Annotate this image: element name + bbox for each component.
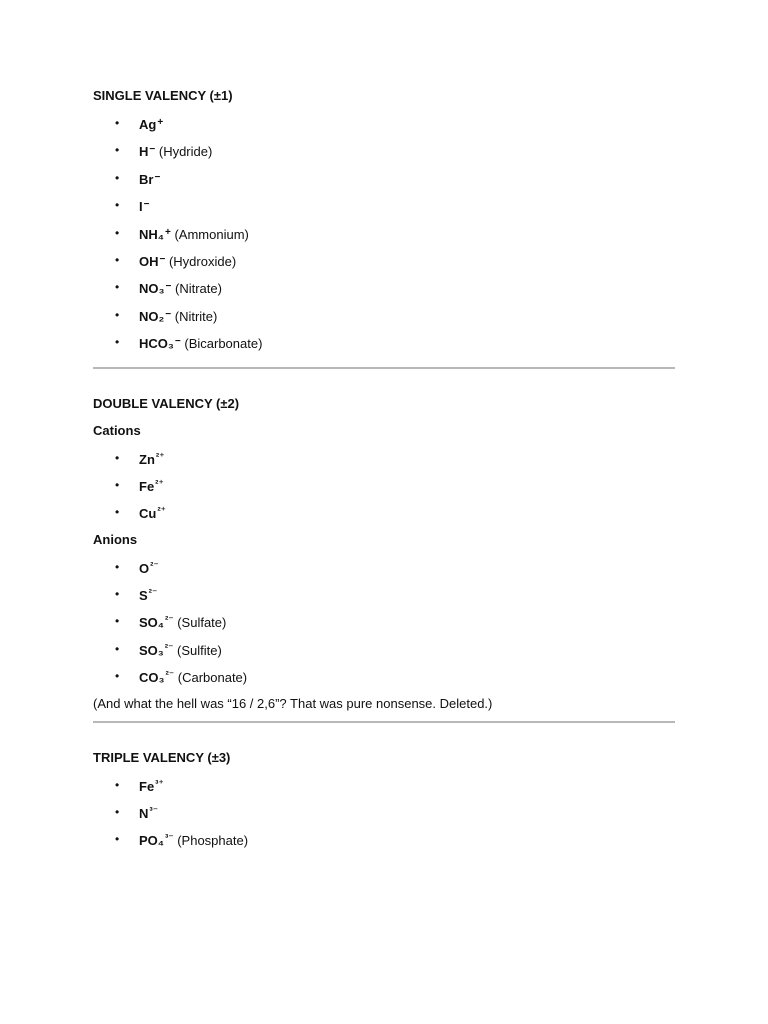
ion-charge: ²⁻ (165, 670, 175, 682)
ion-charge: − (149, 144, 156, 156)
section-heading-single-valency: SINGLE VALENCY (±1) (93, 88, 233, 103)
list-item (93, 475, 675, 502)
ion-name: (Phosphate) (177, 833, 249, 849)
ion-name: (Sulfite) (177, 642, 222, 658)
bullet: • (115, 559, 120, 574)
ion-formula: OH− (139, 253, 166, 269)
list-item (93, 223, 675, 250)
ion-formula: $Zn^{^{2+}}$ (139, 451, 165, 467)
ion-charge: + (164, 226, 171, 238)
ion-formula: $S^{^{2-}}$ (139, 588, 158, 604)
bullet: • (115, 832, 120, 847)
ion-formula: NO₃− (139, 281, 172, 297)
bullet: • (115, 641, 120, 656)
ion-charge: − (154, 171, 161, 183)
ion-charge: ³⁻ (164, 833, 174, 845)
bullet: • (115, 777, 120, 792)
ion-charge: ³⁺ (155, 778, 164, 790)
ion-formula: $O^{^{2-}}$ (139, 560, 159, 576)
list-item (93, 639, 675, 666)
bullet: • (115, 335, 120, 350)
ion-name: (Hydride) (158, 144, 213, 160)
bullet: • (115, 116, 120, 130)
ion-formula: PO₄$^{^{3-}}$ (139, 833, 174, 849)
ion-charge: − (159, 253, 166, 265)
ion-charge: + (157, 117, 164, 128)
ion-formula: $Cu^{^{2+}}$ (139, 506, 166, 522)
bullet: • (115, 307, 120, 322)
ion-formula: SO₄$^{^{2-}}$ (139, 615, 174, 631)
ion-formula: $Fe^{^{2+}}$ (139, 478, 164, 494)
cations-label: Cations (93, 422, 141, 438)
bullet: • (115, 587, 120, 602)
ion-formula: Ag+ (139, 117, 164, 132)
ion-name: (Bicarbonate) (184, 336, 263, 352)
list-item (93, 666, 675, 693)
ion-formula: H− (139, 144, 156, 160)
bullet: • (115, 198, 120, 213)
bullet: • (115, 805, 120, 820)
ion-formula: NO₂− (139, 308, 172, 324)
list-item (93, 802, 675, 829)
bullet: • (115, 225, 120, 240)
ion-name: (Ammonium) (174, 226, 249, 242)
list-item (93, 448, 675, 475)
ion-formula: I− (139, 199, 150, 215)
bullet: • (115, 170, 120, 185)
list-item (93, 557, 675, 584)
list-item (93, 168, 675, 195)
ion-name: (Carbonate) (177, 670, 248, 686)
ion-name: (Sulfate) (177, 615, 227, 631)
list-item (93, 277, 675, 304)
ion-charge: ²⁻ (148, 588, 158, 600)
section-heading-double-valency: DOUBLE VALENCY (±2) (93, 395, 240, 411)
ion-charge: ²⁺ (155, 451, 165, 463)
ion-charge: − (143, 199, 150, 211)
horizontal-divider (93, 721, 675, 723)
ion-charge: ³⁻ (149, 806, 158, 818)
bullet: • (115, 280, 120, 295)
ion-charge: ²⁻ (164, 615, 174, 627)
ion-charge: − (165, 281, 172, 293)
cations-list (93, 448, 675, 530)
bullet: • (115, 505, 120, 520)
list-item (93, 113, 675, 140)
ion-formula: HCO₃− (139, 336, 181, 352)
ion-formula: NH₄+ (139, 226, 171, 242)
triple-valency-list (93, 775, 675, 857)
single-valency-list (93, 113, 675, 360)
bullet: • (115, 477, 120, 492)
list-item (93, 584, 675, 611)
ion-formula: $Fe^{^{3+}}$ (139, 778, 164, 794)
bullet: • (115, 614, 120, 629)
ion-formula: $N^{^{3-}}$ (139, 806, 158, 822)
list-item (93, 502, 675, 529)
list-item (93, 829, 675, 856)
bullet: • (115, 669, 120, 684)
anions-list (93, 557, 675, 694)
list-item (93, 611, 675, 638)
list-item (93, 305, 675, 332)
ion-name: (Nitrite) (174, 308, 218, 324)
anions-label: Anions (93, 531, 138, 547)
ion-charge: − (165, 308, 172, 320)
ion-charge: ²⁺ (157, 506, 166, 518)
section-heading-triple-valency: TRIPLE VALENCY (±3) (93, 749, 231, 765)
horizontal-divider (93, 367, 675, 369)
bullet: • (115, 450, 120, 465)
ion-formula: Br− (139, 171, 161, 187)
ion-charge: ²⁻ (164, 642, 174, 654)
ion-charge: − (174, 336, 181, 348)
bullet: • (115, 252, 120, 267)
list-item (93, 775, 675, 802)
document-page (93, 86, 675, 857)
ion-charge: ²⁺ (155, 478, 164, 490)
ion-name: (Nitrate) (174, 281, 222, 297)
list-item (93, 140, 675, 167)
list-item (93, 250, 675, 277)
list-item (93, 332, 675, 359)
list-item (93, 195, 675, 222)
bullet: • (115, 143, 120, 158)
ion-formula: CO₃$^{^{2-}}$ (139, 670, 175, 686)
ion-name: (Hydroxide) (168, 253, 237, 269)
ion-charge: ²⁻ (150, 560, 159, 572)
note-text: (And what the hell was “16 / 2,6”? That was pure nonsense. Deleted.) (93, 695, 493, 711)
ion-formula: SO₃$^{^{2-}}$ (139, 642, 174, 658)
